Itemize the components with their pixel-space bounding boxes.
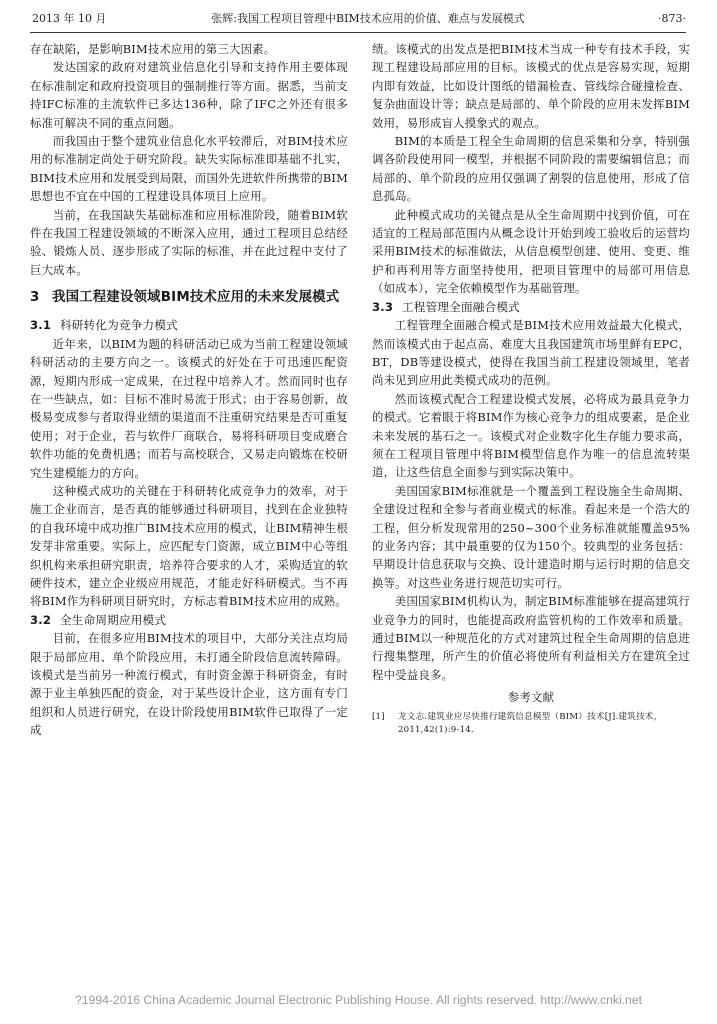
paragraph: 美国国家BIM机构认为，制定BIM标准能够在提高建筑行业竞争力的同时，也能提高政府监管机构的工作效率和质量。通过BIM以一种规范化的方式对建筑过程全生命周期的信息进行搜集整理，所产生的价值必将使所有利益相关方在建筑全过程中受益良多。 [372, 594, 690, 682]
paragraph: 美国国家BIM标准就是一个覆盖到工程设施全生命周期、全建设过程和全参与者商业模式的标准。看起来是一个浩大的工程，但分析发现常用的250~300个业务标准就能覆盖95%的业务内容；其中最重要的仅为150个。较典型的业务包括：早期设计信息获取与交换、设计建造时期与运行时期的信息交换等。对这些业务进行规范切实可行。 [372, 483, 690, 590]
subsection-number: 3.1 [30, 318, 52, 333]
page-header [0, 0, 717, 40]
paragraph: BIM的本质是工程全生命周期的信息采集和分享，特别强调各阶段使用同一模型，并根据不同阶段的需要编辑信息；而局部的、单个阶段的应用仅强调了割裂的信息使用，形成了信息孤岛。 [372, 134, 690, 204]
issue-date: 2013 年 10 月 [32, 12, 107, 25]
references-heading: 参考文献 [507, 690, 555, 705]
reference-number: [1] [372, 711, 385, 722]
subsection-number: 3.3 [372, 299, 394, 314]
paragraph: 工程管理全面融合模式是BIM技术应用效益最大化模式，然而该模式由于起点高、难度大且我国建筑市场里鲜有EPC，BT，DB等建设模式，使得在我国当前工程建设领域里，笔者尚未见到应用此类模式成功的范例。 [372, 318, 690, 388]
left-column [30, 40, 348, 740]
subsection-heading [372, 298, 690, 316]
section-number: 3 [30, 290, 40, 306]
reference-item [372, 711, 690, 737]
paragraph: 而我国由于整个建筑业信息化水平较滞后，对BIM技术应用的标准制定尚处于研究阶段。缺失实际标准即基础不扎实，BIM技术应用和发展受到局限，而国外先进软件所携带的BIM思想也不宜在中国的工程建设具体项目上应用。 [30, 134, 348, 204]
copyright-footer: ?1994-2016 China Academic Journal Electronic Publishing House. All rights reserved. http://www.cnki.net [74, 993, 643, 1007]
paragraph: 然而该模式配合工程建设模式发展，必将成为最具竞争力的模式。它着眼于将BIM作为核心竞争力的组成要素，是企业未来发展的基石之一。该模式对企业数字化生存能力要求高，须在工程项目管理中将BIM模型信息作为唯一的信息流转渠道，让这些信息全面参与到实际决策中。 [372, 391, 690, 480]
paragraph: 这种模式成功的关键在于科研转化成竞争力的效率，对于施工企业而言，是否真的能够通过科研项目，找到在企业独特的自我环境中成功推广BIM技术应用的模式，让BIM精神生根发芽非常重要。实际上，应匹配专门资源，成立BIM中心等组织机构来承担研究职责，培养符合要求的人才，采购适宜的软硬件技术，建立企业级应用规范，才能走好科研模式。当不再将BIM作为科研项目研究时，方标志着BIM技术应用的成熟。 [30, 483, 348, 609]
subsection-title: 科研转化为竞争力模式 [60, 318, 178, 333]
paragraph: 绩。该模式的出发点是把BIM技术当成一种专有技术手段，实现工程建设局部应用的目标。该模式的优点是容易实现，短期内即有效益，比如设计图纸的错漏检查、管线综合碰撞检查、复杂曲面设计等；缺点是局部的、单个阶段的应用未发挥BIM效用，易形成盲人摸象式的观点。 [372, 42, 690, 130]
paragraph: 发达国家的政府对建筑业信息化引导和支持作用主要体现在标准制定和政府投资项目的强制推行等方面。据悉，当前支持IFC标准的主流软件已多达136种，除了IFC之外还有很多标准可解决不同的重点问题。 [30, 60, 348, 130]
subsection-heading [30, 316, 348, 334]
paragraph: 存在缺陷，是影响BIM技术应用的第三大因素。 [30, 42, 276, 56]
subsection-heading [30, 611, 348, 629]
page-number: ·873· [658, 12, 686, 25]
header-rule [30, 32, 686, 33]
reference-text: 龙文志.建筑业应尽快推行建筑信息模型（BIM）技术[J].建筑技术，2011,42(1):9-14. [398, 711, 663, 735]
subsection-title: 全生命周期应用模式 [60, 612, 167, 627]
running-title: 张辉:我国工程项目管理中BIM技术应用的价值、难点与发展模式 [211, 12, 525, 25]
section-title: 我国工程建设领域BIM技术应用的未来发展模式 [52, 290, 340, 306]
paragraph: 近年来，以BIM为题的科研活动已成为当前工程建设领域科研活动的主要方向之一。该模式的好处在于可迅速匹配资源，短期内形成一定成果，在过程中培养人才。然而同时也存在一些缺点，如：目标不准时易流于形式；由于容易创新，故极易变成参与者取得业绩的渠道而不注重研究结果是否可重复使用；对于企业，若与软件厂商联合，易将科研项目变成磨合软件功能的免费机遇；而若与高校联合，又易走向锻炼在校研究生建模能力的方向。 [30, 336, 348, 480]
section-heading [30, 288, 348, 308]
paragraph: 目前，在很多应用BIM技术的项目中，大部分关注点均局限于局部应用、单个阶段应用，未打通全阶段信息流转障碍。该模式是当前另一种流行模式，有时资金源于科研资金，有时源于业主单独匹配的资金，对于某些设计企业，这方面有专门组织和人员进行研究，在设计阶段使用BIM软件已取得了一定成 [30, 631, 348, 738]
paragraph: 此种模式成功的关键点是从全生命周期中找到价值，可在适宜的工程局部范围内从概念设计开始到竣工验收后的运营均采用BIM技术的标准做法，从信息模型创建、使用、变更、维护和再利用等方面坚持使用，把项目管理中的局部可用信息（如成本），完全依赖模型作为基础管理。 [372, 207, 690, 296]
right-column [372, 40, 690, 737]
subsection-title: 工程管理全面融合模式 [402, 299, 520, 314]
paragraph: 当前，在我国缺失基础标准和应用标准阶段，随着BIM软件在我国工程建设领域的不断深入应用，通过工程项目总结经验、锻炼人员、逐步形成了实际的标准，并在此过程中支付了巨大成本。 [30, 207, 348, 277]
subsection-number: 3.2 [30, 612, 52, 627]
